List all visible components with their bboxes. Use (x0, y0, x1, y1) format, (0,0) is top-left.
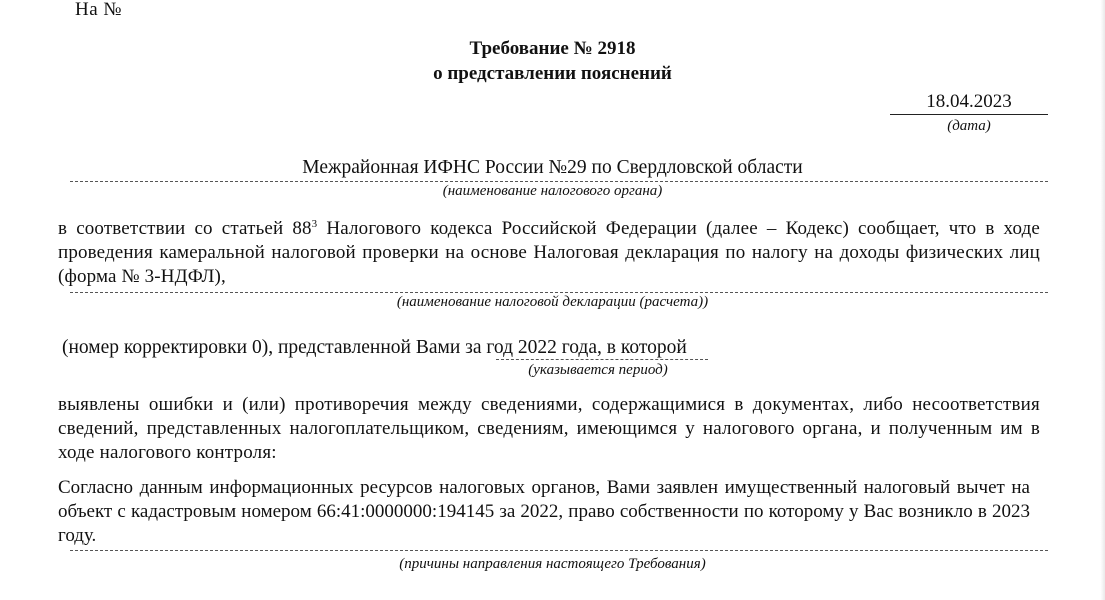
declaration-caption: (наименование налоговой декларации (расчета)) (396, 294, 709, 310)
paragraph-declaration (58, 217, 1040, 289)
document-subtitle: о представлении пояснений (433, 63, 672, 84)
reason-dotted-line (70, 550, 1048, 551)
period-sentence: (номер корректировки 0), представленной Вами за год 2022 года, в которой (62, 337, 687, 358)
date-underline (890, 114, 1048, 115)
document-date: 18.04.2023 (926, 91, 1012, 112)
tax-authority-name: Межрайонная ИФНС России №29 по Свердловской области (302, 157, 803, 178)
period-caption: (указывается период) (528, 362, 668, 378)
declaration-dotted-line (70, 292, 1048, 293)
paragraph-reason: Согласно данным информационных ресурсов налоговых органов, Вами заявлен имущественный налоговый вычет на объект с кадастровым номером 66:41:0000000:194145 за 2022, право собственности по которому у Вас возникло в 2023 году. (58, 477, 1030, 546)
paragraph-declaration-rest: Налогового кодекса Российской Федерации (далее – Кодекс) сообщает, что в ходе проведения камеральной налоговой проверки на основе Налоговая декларация по налогу на доходы физических лиц (форма № 3-НДФЛ), (58, 218, 1040, 287)
period-dotted-line (496, 359, 708, 360)
date-caption: (дата) (947, 118, 991, 134)
reason-caption: (причины направления настоящего Требования) (399, 556, 706, 572)
reference-number-label: На № (75, 0, 123, 20)
article-superscript: 3 (311, 218, 318, 230)
paragraph-discrepancies: выявлены ошибки и (или) противоречия между сведениями, содержащимися в документах, либо несоответствия сведений, представленных налогоплательщиком, сведениям, имеющимся у налогового органа, и полученным им в ходе налогового контроля: (58, 394, 1040, 463)
paragraph-declaration-prefix: в соответствии со статьей 88 (58, 218, 312, 239)
document-title: Требование № 2918 (469, 38, 636, 59)
tax-authority-caption: (наименование налогового органа) (442, 183, 663, 199)
tax-authority-dotted-line (70, 181, 1048, 182)
